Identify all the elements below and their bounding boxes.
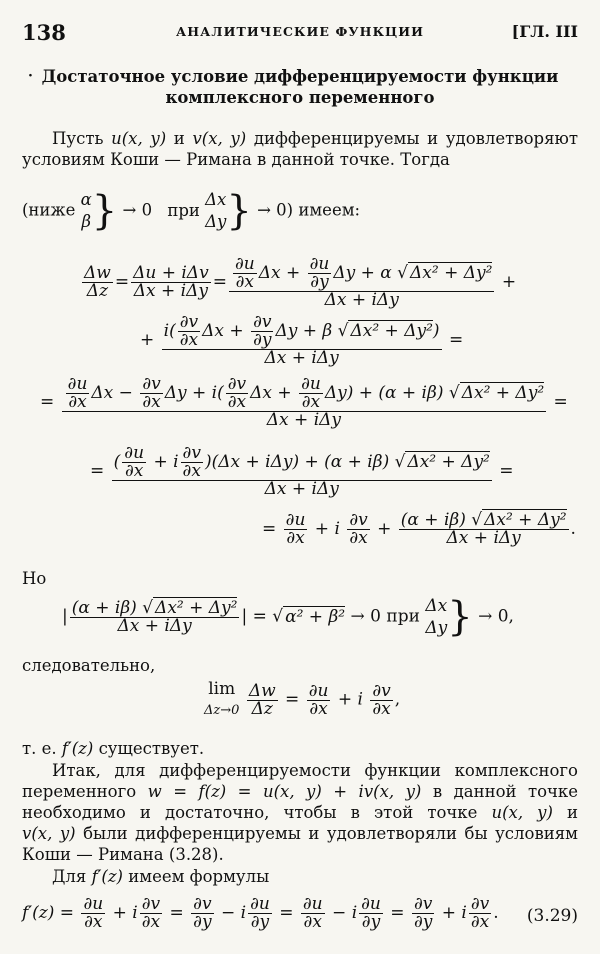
equation-line-2: + i( $\frac{\partial v}{\partial x}$ Δx + $\frac{\partial v}{\partial y}$ Δy + β √ Δx² + Δy²) Δx + iΔy = (140, 312, 464, 368)
no-word: Но (22, 569, 47, 588)
itak-l3a: необходимо и достаточно, чтобы в этой точке (22, 803, 478, 822)
dlya-word: Для (52, 867, 87, 886)
itak-line-1: Итак, для дифференцируемости функции комплексного (52, 761, 578, 780)
chapter-label: [ГЛ. III (511, 22, 578, 41)
te-f: f′(z) (61, 739, 94, 758)
cond-to0: → 0 (122, 200, 153, 220)
section-title (22, 66, 578, 108)
cond-alpha: α (80, 190, 92, 209)
running-title: АНАЛИТИЧЕСКИЕ ФУНКЦИИ (175, 24, 425, 39)
dlya-end: имеем формулы (128, 867, 270, 886)
itak-l3-u: u(x, y) (491, 803, 553, 822)
intro-u: u(x, y) (111, 129, 167, 148)
cond-end: → 0) имеем: (257, 200, 361, 220)
equation-line-3: = $\frac{\partial u}{\partial x}$ Δx − $\frac{\partial v}{\partial x}$ Δy + i( $\frac{\partial v}{\partial x}$ Δx + $\frac{\partial u}{\partial x}$ Δy) + (α + iβ) √ Δx² + Δy² Δx + iΔy = (40, 374, 568, 430)
dlya-line (22, 866, 578, 887)
cond-beta: β (81, 212, 91, 231)
equation-line-1: $\frac{\Delta w}{\Delta z}$ = $\frac{\text{Δu + iΔv}}{\text{Δx + iΔy}}$ = $\frac{\partial u}{\partial x}$ Δx + $\frac{\partial u}{\partial y}$ Δy + α √ Δx² + Δy² Δx + iΔy + (84, 254, 517, 310)
intro-v: v(x, y) (192, 129, 247, 148)
section-marker: · (28, 68, 33, 84)
te-line (22, 738, 578, 759)
section-title-line-2: комплексного переменного (165, 88, 435, 107)
limit-equation: lim Δz→0 $\frac{\Delta w}{\Delta z}$ = $\frac{\partial u}{\partial x}$ + i $\frac{\partial v}{\partial x}$ , (204, 679, 401, 719)
cond-pri: при (167, 200, 200, 220)
section-title-line-1: Достаточное условие дифференцируемости функции (41, 67, 559, 86)
itak-l2b: в данной точке (432, 782, 579, 801)
te-exists: существует. (98, 739, 205, 758)
intro-text: дифференцируемы и удовлетворяют условиям Коши — Римана в данной точке. Тогда (22, 129, 578, 169)
equation-3-29: f′(z) = $\frac{\partial u}{\partial x}$ + i $\frac{\partial v}{\partial x}$ = $\frac{\partial v}{\partial y}$ − i $\frac{\partial u}{\partial y}$ = $\frac{\partial u}{\partial x}$ − i $\frac{\partial u}{\partial y}$ = $\frac{\partial v}{\partial y}$ + i $\frac{\partial v}{\partial x}$ . (22, 894, 499, 932)
intro-word: Пусть (52, 129, 104, 148)
equation-number: (3.29) (526, 906, 578, 926)
equation-line-4: = ( $\frac{\partial u}{\partial x}$ + i $\frac{\partial v}{\partial x}$ )(Δx + iΔy) + (α + iβ) √ Δx² + Δy² Δx + iΔy = (90, 443, 514, 499)
itak-l4: были дифференцируемы и удовлетворяли бы условиям Коши — Римана (3.28). (22, 824, 578, 864)
itak-line-3 (22, 802, 578, 823)
cond-dy: Δy (205, 212, 227, 231)
intro-paragraph (22, 128, 578, 170)
te-word: т. е. (22, 739, 57, 758)
dlya-f: f′(z) (91, 867, 123, 886)
itak-line-4 (22, 823, 578, 865)
itak-l4-v: v(x, y) (22, 824, 76, 843)
itak-paragraph (22, 760, 578, 865)
estimate-equation: | $\frac{\text{(α + iβ) √ Δx² + Δy²}}{\text{Δx + iΔy}}$ | = √ α² + β² → 0 при Δx Δy } → 0, (62, 594, 514, 640)
cond-lower: (ниже (22, 200, 76, 220)
itak-l2-eq: w = f(z) = u(x, y) + iv(x, y) (147, 782, 422, 801)
cond-dx: Δx (205, 190, 227, 209)
intro-and: и (173, 129, 185, 148)
page-header (22, 20, 578, 44)
condition-line: (ниже α β } → 0 при Δx Δy } → 0) имеем: (22, 188, 361, 234)
sledovatelno: следовательно, (22, 656, 156, 675)
page-number: 138 (22, 20, 66, 45)
equation-line-5: = $\frac{\partial u}{\partial x}$ + i $\frac{\partial v}{\partial x}$ + $\frac{\text{(α + iβ) √ Δx² + Δy²}}{\text{Δx + iΔy}}$ . (262, 510, 576, 548)
itak-line-2 (22, 781, 578, 802)
itak-l2a: переменного (22, 782, 137, 801)
itak-l3b: и (566, 803, 578, 822)
